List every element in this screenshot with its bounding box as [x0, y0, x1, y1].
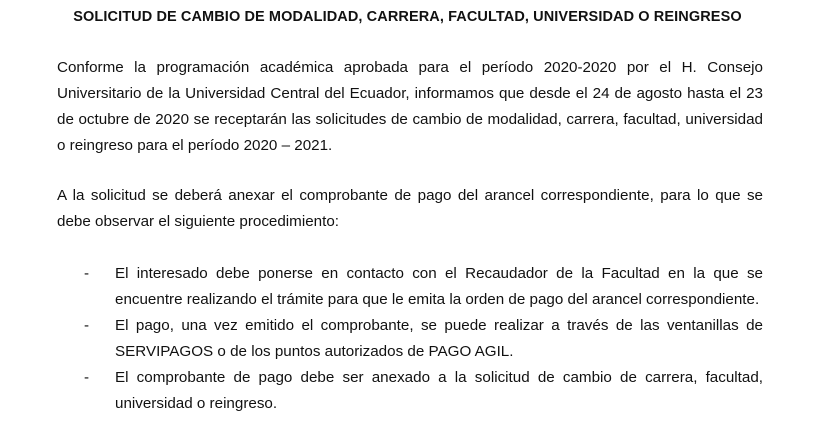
procedure-list [0, 261, 815, 417]
list-item-text: El pago, una vez emitido el comprobante, se puede realizar a través de las ventanillas de SERVIPAGOS o de los puntos autorizados de PAGO AGIL. [115, 317, 763, 360]
bullet-dash: - [84, 265, 90, 282]
list-item [0, 261, 815, 313]
document-title: SOLICITUD DE CAMBIO DE MODALIDAD, CARRERA, FACULTAD, UNIVERSIDAD O REINGRESO [73, 9, 742, 25]
bullet-dash: - [84, 369, 90, 386]
list-item [0, 313, 815, 365]
procedure-paragraph: A la solicitud se deberá anexar el comprobante de pago del arancel correspondiente, para lo que se debe observar el siguiente procedimiento: [57, 187, 763, 230]
list-item [0, 365, 815, 417]
list-item-text: El comprobante de pago debe ser anexado a la solicitud de cambio de carrera, facultad, universidad o reingreso. [115, 369, 763, 412]
intro-paragraph: Conforme la programación académica aprobada para el período 2020-2020 por el H. Consejo Universitario de la Universidad Central del Ecuador, informamos que desde el 24 de agosto hasta el 23 de octubre de 2020 se receptarán las solicitudes de cambio de modalidad, carrera, facultad, universidad o reingreso para el período 2020 – 2021. [57, 59, 763, 154]
list-item-text: El interesado debe ponerse en contacto con el Recaudador de la Facultad en la que se encuentre realizando el trámite para que le emita la orden de pago del arancel correspondiente. [115, 265, 763, 308]
bullet-dash: - [84, 317, 90, 334]
